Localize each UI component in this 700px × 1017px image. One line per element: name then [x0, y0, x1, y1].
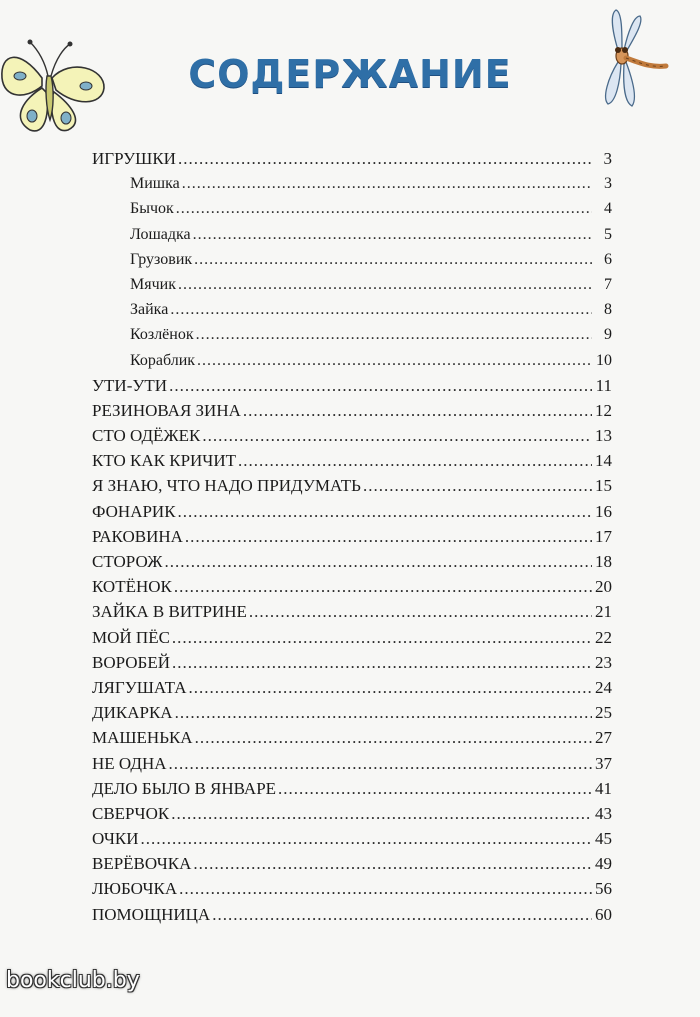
- toc-page-number: 16: [595, 501, 612, 521]
- toc-dot-leader: [182, 171, 592, 196]
- toc-entry-title: СТОРОЖ: [92, 552, 163, 571]
- toc-entry-title: КОТЁНОК: [92, 577, 172, 597]
- toc-entry: [92, 146, 612, 171]
- toc-dot-leader: [169, 373, 592, 398]
- toc-entry: [92, 801, 612, 826]
- toc-dot-leader: [188, 675, 592, 700]
- toc-dot-leader: [178, 499, 592, 524]
- toc-entry-title: Козлёнок: [130, 326, 194, 344]
- toc-page-number: 5: [604, 225, 612, 243]
- toc-entry: [92, 902, 612, 927]
- toc-dot-leader: [238, 448, 592, 473]
- toc-page-number: 45: [595, 829, 612, 849]
- toc-page-number: 12: [595, 400, 612, 420]
- toc-entry-title: УТИ-УТИ: [92, 375, 168, 395]
- toc-dot-leader: [165, 549, 592, 574]
- toc-dot-leader: [176, 196, 592, 221]
- toc-entry: [92, 675, 612, 700]
- toc-dot-leader: [193, 851, 592, 876]
- toc-entry: [92, 599, 612, 624]
- toc-dot-leader: [171, 801, 592, 826]
- toc-entry-title: МАШЕНЬКА: [92, 728, 193, 748]
- toc-page-number: 4: [604, 200, 612, 218]
- toc-subentry: [92, 196, 612, 221]
- toc-page-number: 9: [604, 326, 612, 344]
- toc-entry-title: НЕ ОДНА: [92, 753, 167, 773]
- toc-page-number: 24: [595, 677, 612, 697]
- table-of-contents: [92, 146, 612, 927]
- toc-entry-title: Бычок: [130, 200, 174, 218]
- toc-entry: [92, 524, 612, 549]
- toc-entry: [92, 373, 612, 398]
- toc-dot-leader: [194, 247, 592, 272]
- toc-page-number: 14: [595, 451, 612, 471]
- toc-page-number: 27: [595, 728, 612, 748]
- toc-entry-title: Мячик: [130, 275, 176, 293]
- toc-page-number: 49: [595, 854, 612, 874]
- toc-dot-leader: [172, 650, 592, 675]
- toc-page-number: 8: [604, 301, 612, 319]
- toc-entry-title: ВОРОБЕЙ: [92, 652, 170, 672]
- toc-page-number: 6: [604, 250, 612, 268]
- toc-entry-title: ДИКАРКА: [92, 703, 173, 723]
- toc-entry-title: СВЕРЧОК: [92, 803, 170, 823]
- toc-dot-leader: [175, 700, 592, 725]
- toc-dot-leader: [197, 348, 592, 373]
- toc-dot-leader: [172, 625, 592, 650]
- toc-subentry: [92, 247, 612, 272]
- toc-page-number: 11: [595, 375, 612, 395]
- toc-dot-leader: [185, 524, 592, 549]
- toc-entry-title: СТО ОДЁЖЕК: [92, 426, 201, 446]
- toc-subentry: [92, 297, 612, 322]
- toc-entry-title: ИГРУШКИ: [92, 149, 176, 168]
- toc-page-number: 23: [595, 652, 612, 672]
- toc-entry: [92, 625, 612, 650]
- toc-dot-leader: [363, 473, 592, 498]
- toc-entry-title: ДЕЛО БЫЛО В ЯНВАРЕ: [92, 778, 277, 798]
- toc-entry: [92, 473, 612, 498]
- toc-subentry: [92, 171, 612, 196]
- toc-entry-title: Я ЗНАЮ, ЧТО НАДО ПРИДУМАТЬ: [92, 476, 361, 496]
- toc-dot-leader: [174, 574, 592, 599]
- toc-page-number: 10: [596, 351, 612, 369]
- toc-entry: [92, 574, 612, 599]
- toc-subentry: [92, 348, 612, 373]
- toc-entry: [92, 776, 612, 801]
- toc-subentry: [92, 222, 612, 247]
- watermark: bookclub.by: [6, 968, 140, 993]
- toc-entry-title: КТО КАК КРИЧИТ: [92, 451, 237, 471]
- toc-page-number: 3: [603, 149, 612, 168]
- toc-entry-title: Зайка: [130, 301, 169, 319]
- toc-dot-leader: [243, 398, 592, 423]
- toc-entry-title: Грузовик: [130, 250, 193, 268]
- toc-subentry: [92, 272, 612, 297]
- toc-dot-leader: [249, 599, 592, 624]
- toc-entry-title: ПОМОЩНИЦА: [92, 904, 211, 924]
- toc-page-number: 56: [595, 879, 612, 899]
- toc-entry: [92, 448, 612, 473]
- toc-page-number: 13: [595, 426, 612, 446]
- toc-page-number: 3: [604, 175, 612, 193]
- toc-dot-leader: [195, 725, 592, 750]
- toc-page-number: 41: [595, 778, 612, 798]
- toc-entry-title: ОЧКИ: [92, 829, 139, 849]
- toc-entry-title: РАКОВИНА: [92, 526, 183, 546]
- toc-page-number: 20: [595, 577, 612, 597]
- toc-page-number: 7: [604, 275, 612, 293]
- toc-dot-leader: [202, 423, 592, 448]
- toc-entry-title: МОЙ ПЁС: [92, 627, 170, 647]
- toc-entry-title: ВЕРЁВОЧКА: [92, 854, 192, 874]
- toc-page-number: 37: [595, 753, 612, 773]
- toc-dot-leader: [178, 272, 592, 297]
- toc-page-number: 25: [595, 703, 612, 723]
- toc-page-number: 21: [595, 602, 612, 622]
- toc-entry: [92, 499, 612, 524]
- toc-subentry: [92, 322, 612, 347]
- toc-entry: [92, 398, 612, 423]
- toc-entry: [92, 423, 612, 448]
- toc-entry: [92, 650, 612, 675]
- toc-dot-leader: [212, 902, 592, 927]
- toc-page-number: 43: [595, 803, 612, 823]
- toc-entry: [92, 876, 612, 901]
- toc-page-number: 60: [595, 904, 612, 924]
- toc-page-number: 17: [595, 526, 612, 546]
- page-title: СОДЕРЖАНИЕ: [188, 52, 512, 96]
- toc-entry-title: Мишка: [130, 175, 180, 193]
- toc-entry: [92, 725, 612, 750]
- toc-dot-leader: [179, 876, 592, 901]
- toc-entry-title: РЕЗИНОВАЯ ЗИНА: [92, 400, 241, 420]
- toc-entry: [92, 549, 612, 574]
- toc-dot-leader: [141, 826, 592, 851]
- toc-entry-title: ФОНАРИК: [92, 501, 176, 521]
- toc-dot-leader: [170, 297, 592, 322]
- toc-page-number: 18: [595, 552, 612, 571]
- toc-dot-leader: [178, 146, 592, 171]
- toc-entry-title: ЗАЙКА В ВИТРИНЕ: [92, 602, 247, 622]
- toc-dot-leader: [278, 776, 592, 801]
- toc-entry-title: ЛЯГУШАТА: [92, 677, 187, 697]
- toc-dot-leader: [169, 751, 593, 776]
- toc-entry-title: ЛЮБОЧКА: [92, 879, 178, 899]
- toc-page-number: 22: [595, 627, 612, 647]
- toc-entry: [92, 751, 612, 776]
- toc-entry-title: Лошадка: [130, 225, 191, 243]
- toc-entry: [92, 826, 612, 851]
- toc-dot-leader: [193, 222, 592, 247]
- toc-entry: [92, 700, 612, 725]
- toc-page-number: 15: [595, 476, 612, 496]
- toc-entry: [92, 851, 612, 876]
- toc-dot-leader: [196, 322, 592, 347]
- toc-entry-title: Кораблик: [130, 351, 196, 369]
